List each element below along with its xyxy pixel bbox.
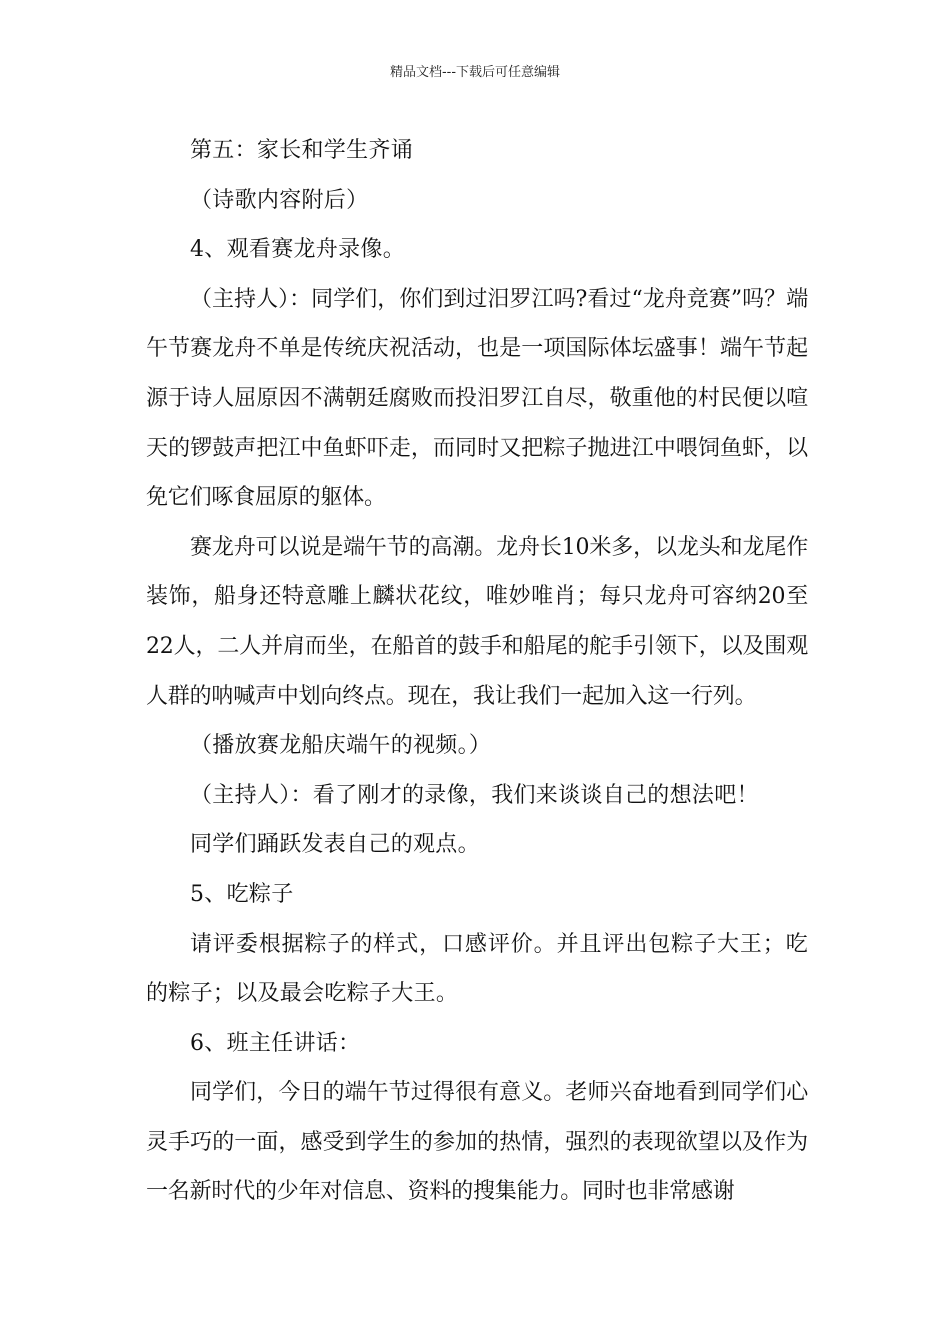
paragraph-poem-note: （诗歌内容附后） [190, 187, 369, 213]
paragraph-dragon-boat-description: 赛龙舟可以说是端午节的高潮。龙舟长10米多，以龙头和龙尾作装饰，船身还特意雕上麟状花纹，唯妙唯肖；每只龙舟可容纳20至22人，二人并肩而坐，在船首的鼓手和船尾的舵手引领下，以及围观人群的呐喊声中划向终点。现在，我让我们一起加入这一行列。 [146, 534, 808, 709]
paragraph-judges: 请评委根据粽子的样式，口感评价。并且评出包粽子大王；吃的粽子；以及最会吃粽子大王。 [146, 931, 808, 1007]
paragraph-section-five: 第五：家长和学生齐诵 [190, 138, 414, 163]
paragraph-item-4: 4、观看赛龙舟录像。 [190, 237, 405, 263]
paragraph-video-note: （播放赛龙船庆端午的视频。） [190, 733, 492, 759]
paragraph-item-5: 5、吃粽子 [190, 881, 294, 907]
paragraph-host-discussion: （主持人）：看了刚才的录像，我们来谈谈自己的想法吧！ [190, 782, 759, 808]
paragraph-teacher-speech: 同学们，今日的端午节过得很有意义。老师兴奋地看到同学们心灵手巧的一面，感受到学生的参加的热情，强烈的表现欲望以及作为一名新时代的少年对信息、资料的搜集能力。同时也非常感谢 [146, 1080, 808, 1205]
paragraph-students-opinions: 同学们踊跃发表自己的观点。 [190, 832, 480, 858]
paragraph-item-6: 6、班主任讲话： [190, 1030, 361, 1056]
document-body [146, 126, 808, 1217]
paragraph-host-dragon-boat: （主持人）：同学们，你们到过汨罗江吗?看过“龙舟竞赛”吗？端午节赛龙舟不单是传统庆祝活动，也是一项国际体坛盛事！端午节起源于诗人屈原因不满朝廷腐败而投汨罗江自尽，敬重他的村民便以喧天的锣鼓声把江中鱼虾吓走，而同时又把粽子抛进江中喂饲鱼虾，以免它们啄食屈原的躯体。 [146, 286, 808, 511]
page-header: 精品文档---下载后可任意编辑 [389, 65, 561, 80]
